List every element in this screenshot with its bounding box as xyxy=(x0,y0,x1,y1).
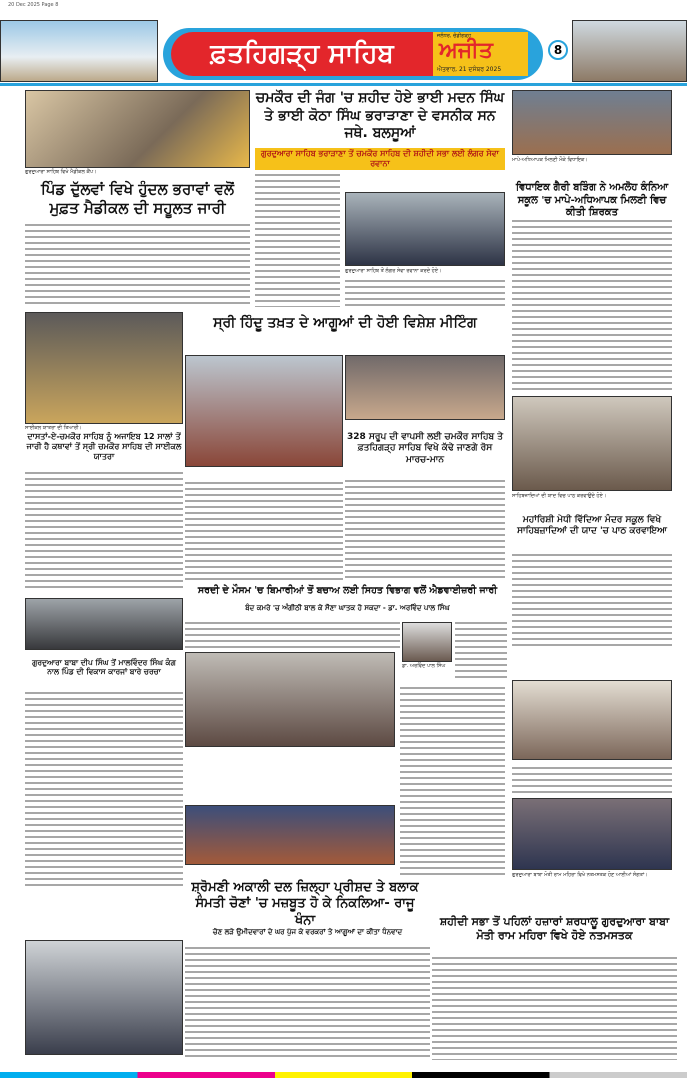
logo-block xyxy=(433,32,528,76)
headline-akali-dal: ਸ਼੍ਰੋਮਣੀ ਅਕਾਲੀ ਦਲ ਜ਼ਿਲ੍ਹਾ ਪ੍ਰੀਸ਼ਦ ਤੇ ਬਲਾਕ ਸੰਮਤੀ ਚੋਣਾਂ 'ਚ ਮਜ਼ਬੂਤ ਹੋ ਕੇ ਨਿਕਲਿਆ- ਰਾਜੂ ਖੰਨਾ xyxy=(191,880,419,928)
photo-group-event xyxy=(185,652,395,747)
issue-date: ਐਤਵਾਰ, 21 ਦਸੰਬਰ 2025 xyxy=(437,66,502,73)
article-body xyxy=(345,478,505,580)
headline-maharishi-school: ਮਹਾਂਰਿਸ਼ੀ ਮੇਧੀ ਵਿੱਦਿਆ ਮੰਦਰ ਸਕੂਲ ਵਿਖੇ ਸਾਹਿਬਜ਼ਾਦਿਆਂ ਦੀ ਯਾਦ 'ਚ ਪਾਠ ਕਰਵਾਇਆ xyxy=(517,515,667,537)
caption: ਗੁਰਦੁਆਰਾ ਬਾਬਾ ਮੋਤੀ ਰਾਮ ਮਹਿਰਾ ਵਿਖੇ ਨਤਮਸਤਕ ਹੋਣ ਆਈਆਂ ਸੰਗਤਾਂ। xyxy=(512,872,648,878)
headline-winter-advisory: ਸਰਦੀ ਦੇ ਮੌਸਮ 'ਚ ਬਿਮਾਰੀਆਂ ਤੋਂ ਬਚਾਅ ਲਈ ਸਿਹਤ ਵਿਭਾਗ ਵਲੋਂ ਐਡਵਾਈਜ਼ਰੀ ਜਾਰੀ xyxy=(197,585,498,596)
photo-parent-teacher-meet xyxy=(512,90,672,155)
caption: ਡਾ. ਅਰਵਿੰਦ ਪਾਲ ਸਿੰਘ xyxy=(402,663,446,669)
footer-color-bar xyxy=(0,1072,687,1078)
photo-doctor-portrait xyxy=(402,622,452,662)
photo-medical-camp xyxy=(25,90,250,168)
headline-hindu-takht: ਸ੍ਰੀ ਹਿੰਦੂ ਤਖ਼ਤ ਦੇ ਆਗੂਆਂ ਦੀ ਹੋਈ ਵਿਸ਼ੇਸ਼ ਮੀਟਿੰਗ xyxy=(213,315,477,331)
subheadline-dhanwad: ਚੋਣ ਲੜੇ ਉਮੀਦਵਾਰਾਂ ਦੇ ਘਰ ਪੁੱਜ ਕੇ ਵਰਕਰਾਂ ਤੇ ਆਗੂਆਂ ਦਾ ਕੀਤਾ ਧੰਨਵਾਦ xyxy=(212,928,403,936)
article-body xyxy=(185,620,400,650)
caption: ਮਾਪੇ-ਅਧਿਆਪਕ ਮਿਲਣੀ ਮੌਕੇ ਵਿਧਾਇਕ। xyxy=(512,157,588,163)
article-body xyxy=(185,480,343,580)
headline-328-saroop: 328 ਸਰੂਪ ਦੀ ਵਾਪਸੀ ਲਈ ਚਮਕੌਰ ਸਾਹਿਬ ਤੇ ਫ਼ਤਹਿਗੜ੍ਹ ਸਾਹਿਬ ਵਿਖੇ ਕੱਢੇ ਜਾਣਗੇ ਰੋਸ ਮਾਰਚ-ਮਾਨ xyxy=(347,432,503,465)
article-body xyxy=(512,218,672,393)
photo-award xyxy=(512,680,672,760)
headline-gary-baring: ਵਿਧਾਇਕ ਗੈਰੀ ਬੜਿੰਗ ਨੇ ਅਮਲੋਹ ਕੰਨਿਆ ਸਕੂਲ 'ਚ ਮਾਪੇ-ਅਧਿਆਪਕ ਮਿਲਣੀ ਵਿਚ ਕੀਤੀ ਸ਼ਿਰਕਤ xyxy=(515,182,669,218)
photo-kang-meeting xyxy=(25,598,183,650)
page-number: 8 xyxy=(548,40,568,60)
article-body xyxy=(25,470,183,590)
photo-bicycles xyxy=(25,312,183,424)
photo-school-path xyxy=(512,396,672,491)
headline-dullwan-medical: ਪਿੰਡ ਦੁੱਲਵਾਂ ਵਿਖੇ ਹੁੰਦਲ ਭਰਾਵਾਂ ਵਲੋਂ ਮੁਫ਼ਤ ਮੈਡੀਕਲ ਦੀ ਸਹੂਲਤ ਜਾਰੀ xyxy=(40,180,235,217)
header-rule xyxy=(0,83,687,86)
caption: ਗੁਰਦੁਆਰਾ ਸਾਹਿਬ ਵਿਖੇ ਮੈਡੀਕਲ ਕੈਂਪ। xyxy=(25,169,97,175)
masthead xyxy=(163,28,543,80)
article-body xyxy=(25,690,183,890)
photo-gurdwara-sangat xyxy=(512,798,672,870)
headline-shaheedi-sabha: ਸ਼ਹੀਦੀ ਸਭਾ ਤੋਂ ਪਹਿਲਾਂ ਹਜ਼ਾਰਾਂ ਸ਼ਰਧਾਲੂ ਗੁਰਦੁਆਰਾ ਬਾਬਾ ਮੋਤੀ ਰਾਮ ਮਹਿਰਾ ਵਿਖੇ ਹੋਏ ਨਤਮਸਤਕ xyxy=(439,915,670,942)
headline-dastan-chamkaur: ਦਾਸਤਾਂ-ਏ-ਚਮਕੌਰ ਸਾਹਿਬ ਨੂੰ ਅਜਾਇਬ 12 ਸਾਲਾਂ ਤੋਂ ਜਾਰੀ ਹੈ ਕਥਾਵਾਂ ਤੋਂ ਸ੍ਰੀ ਚਮਕੌਰ ਸਾਹਿਬ ਦੀ ਸਾਈਕਲ ਯਾਤਰਾ xyxy=(26,432,182,461)
article-body xyxy=(255,172,340,307)
headline-gurdwara-baba: ਗੁਰਦੁਆਰਾ ਬਾਬਾ ਦੀਪ ਸਿੰਘ ਤੋਂ ਮਾਲਵਿੰਦਰ ਸਿੰਘ ਕੰਗ ਨਾਲ ਪਿੰਡ ਦੀ ਵਿਕਾਸ ਕਾਰਜਾਂ ਬਾਰੇ ਚਰਚਾ xyxy=(32,658,176,677)
edition-place: ਜਲੰਧਰ, ਚੰਡੀਗੜ੍ਹ xyxy=(437,33,472,39)
article-body xyxy=(512,765,672,795)
article-body xyxy=(25,222,250,307)
photo-meeting-group xyxy=(185,355,343,467)
article-body xyxy=(185,945,430,1060)
photo-felicitation xyxy=(185,805,395,865)
header-photo-gurdwara xyxy=(0,20,158,82)
print-slug: 20 Dec 2025 Page 8 xyxy=(8,2,59,8)
headline-chamkaur-jang: ਚਮਕੌਰ ਦੀ ਜੰਗ 'ਚ ਸ਼ਹੀਦ ਹੋਏ ਭਾਈ ਮਦਨ ਸਿੰਘ ਤੇ ਭਾਈ ਕੋਠਾ ਸਿੰਘ ਭਰਾੜਾਣਾ ਦੇ ਵਸਨੀਕ ਸਨ ਜਥੇ. ਬਲਸੂਆਂ xyxy=(255,90,505,141)
article-body xyxy=(432,955,677,1060)
section-title: ਫ਼ਤਹਿਗੜ੍ਹ ਸਾਹਿਬ xyxy=(171,32,433,76)
article-body xyxy=(400,685,505,875)
header-photo-fort xyxy=(572,20,687,82)
article-body xyxy=(455,620,507,680)
photo-raju-khanna xyxy=(25,940,183,1055)
ajit-logo: ਅਜੀਤ xyxy=(439,38,493,63)
article-body xyxy=(512,552,672,647)
subheadline-angithi: ਬੰਦ ਕਮਰੇ 'ਚ ਅੰਗੀਠੀ ਬਾਲ ਕੇ ਸੌਣਾ ਘਾਤਕ ਹੋ ਸਕਦਾ - ਡਾ. ਅਰਵਿੰਦ ਪਾਲ ਸਿੰਘ xyxy=(245,604,450,612)
caption: ਸਾਈਕਲ ਯਾਤਰਾ ਦੀ ਤਿਆਰੀ। xyxy=(25,425,82,431)
photo-sikh-group xyxy=(345,192,505,266)
caption: ਗੁਰਦੁਆਰਾ ਸਾਹਿਬ ਤੋਂ ਲੰਗਰ ਸੇਵਾ ਰਵਾਨਾ ਕਰਦੇ ਹੋਏ। xyxy=(345,268,442,274)
subheadline-langar: ਗੁਰਦੁਆਰਾ ਸਾਹਿਬ ਭਰਾੜਾਣਾ ਤੋਂ ਚਮਕੌਰ ਸਾਹਿਬ ਦੀ ਸ਼ਹੀਦੀ ਸਭਾ ਲਈ ਲੰਗਰ ਸੇਵਾ ਰਵਾਨਾ xyxy=(255,148,505,170)
caption: ਸਾਹਿਬਜ਼ਾਦਿਆਂ ਦੀ ਯਾਦ ਵਿਚ ਪਾਠ ਕਰਵਾਉਂਦੇ ਹੋਏ। xyxy=(512,493,607,499)
article-body xyxy=(345,278,505,308)
photo-mann-meeting xyxy=(345,355,505,420)
